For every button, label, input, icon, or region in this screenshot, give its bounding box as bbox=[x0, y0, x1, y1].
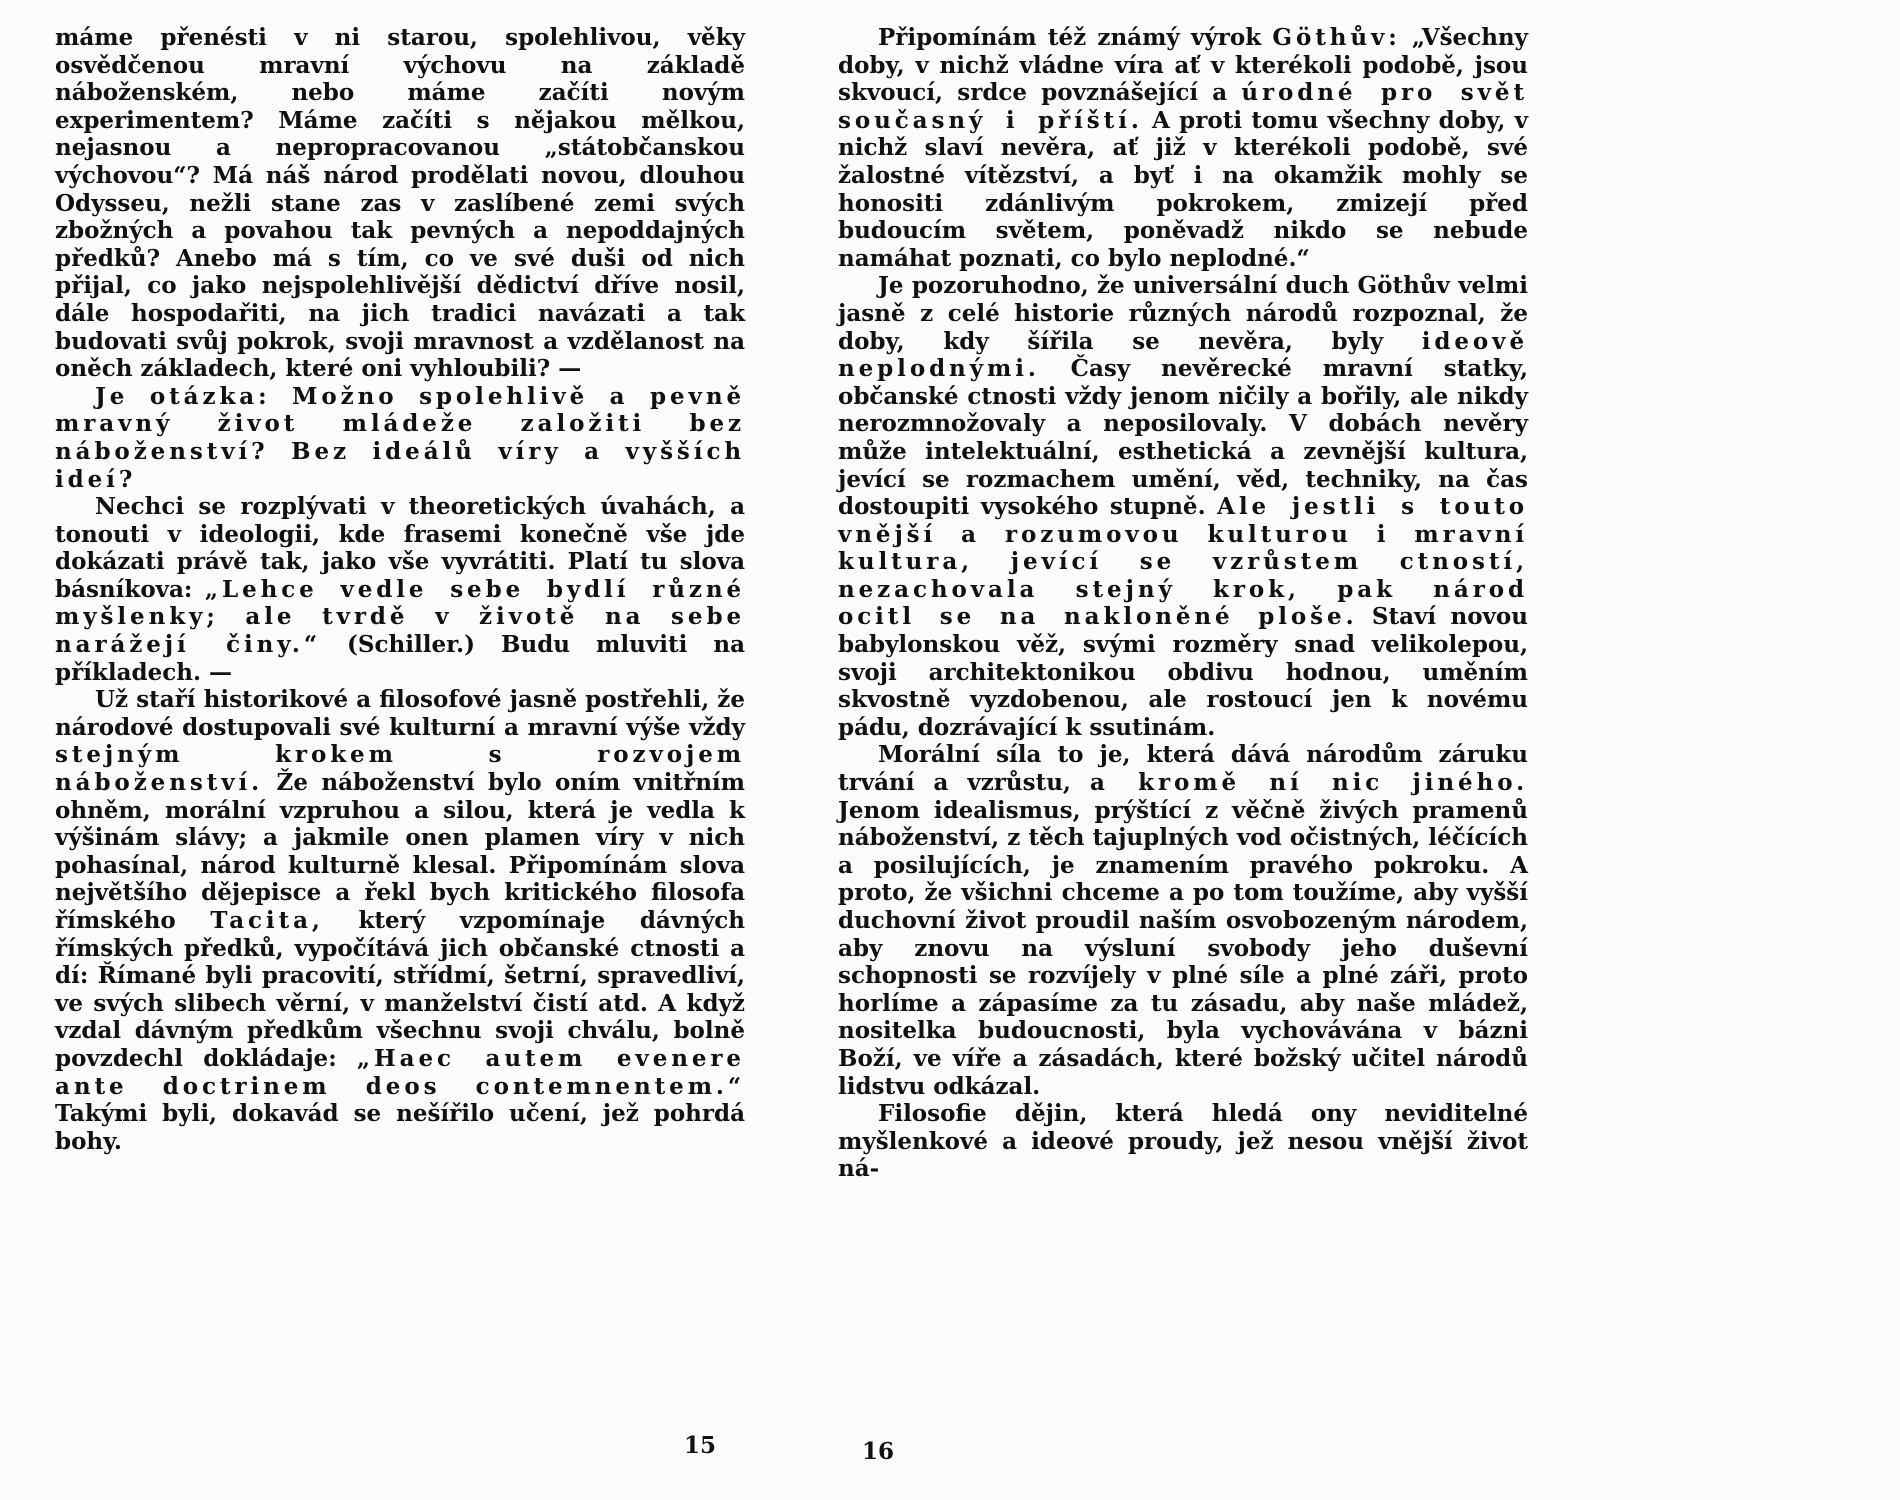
page-right bbox=[838, 24, 1528, 1183]
emphasized-text: úrodné pro svět současný i příští. bbox=[838, 79, 1528, 134]
body-text: Je pozoruhodno, že universální duch Göthův velmi jasně z celé historie různých národů rozpoznal, že doby, kdy šířila se nevěra, byly bbox=[838, 272, 1528, 355]
body-text: A proti tomu všechny doby, v nichž slaví nevěra, ať již v kterékoli podobě, své žalostné vítězství, a byť i na okamžik mohly se honositi zdánlivým pokrokem, zmizejí před budoucím světem, poněvadž nikdo se nebude namáhat poznati, co bylo neplodné.“ bbox=[838, 106, 1528, 272]
paragraph bbox=[838, 741, 1528, 1100]
body-text: Jenom idealismus, prýštící z věčně živých pramenů náboženství, z těch tajuplných vod očistných, léčících a posilujících, je znamením pravého pokroku. A proto, že všichni chceme a po tom toužíme, aby vyšší duchovní život proudil naším osvobozeným národem, aby znovu na výsluní svobody jeho duševní schopnosti se rozvíjely v plné síle a plné záři, proto horlíme a zápasíme za tu zásadu, aby naše mládež, nositelka budoucnosti, byla vychovávána v bázni Boží, ve víře a zásadách, které božský učitel národů lidstvu odkázal. bbox=[838, 796, 1528, 1100]
paragraph bbox=[55, 686, 745, 1155]
body-text: Morální síla to je, která dává národům záruku trvání a vzrůstu, bbox=[838, 741, 1528, 797]
paragraph bbox=[55, 24, 745, 383]
emphasized-text: Göthův: bbox=[1272, 24, 1401, 51]
emphasized-text: ideově neplodnými. bbox=[838, 327, 1528, 383]
emphasized-text: stejným krokem s rozvojem náboženství. bbox=[55, 741, 745, 797]
page-number-left: 15 bbox=[684, 1432, 717, 1459]
paragraph bbox=[55, 383, 745, 493]
body-text: Nechci se rozplývati v theoretických úvahách, a tonouti v ideologii, kde frasemi konečně vše jde dokázati právě tak, jako vše vyvrátiti. Platí tu slova básníkova: bbox=[55, 493, 745, 603]
body-text: „Všechny doby, v nichž vládne víra ať v kterékoli podobě, jsou skvoucí, srdce povznášející a bbox=[838, 24, 1528, 107]
body-text: který vzpomínaje dávných římských předků, vypočítává jich občanské ctnosti a dí: Římané byli pracovití, střídmí, šetrní, spravedliví, ve svých slibech věrní, v manželství čistí atd. A když vzdal dávným předkům všechnu svoji chválu, bolně povzdechl dokládaje: bbox=[55, 907, 745, 1072]
body-text: Takými byli, dokavád se nešířilo učení, jež pohrdá bohy. bbox=[55, 1100, 745, 1155]
body-text: Připomínám též známý výrok bbox=[878, 24, 1273, 51]
paragraph bbox=[838, 24, 1528, 272]
body-text: Už staří historikové a filosofové jasně postřehli, že národové dostupovali své kulturní a mravní výše vždy bbox=[55, 686, 745, 741]
page-left-text-block bbox=[55, 24, 745, 1155]
body-text: Filosofie dějin, která hledá ony neviditelné myšlenkové a ideové proudy, jež nesou vnější život ná- bbox=[838, 1100, 1528, 1183]
emphasized-text: Ale jestli s touto vnější a rozumovou kulturou i mravní kultura, jevící se vzrůstem ctností, nezachovala stejný krok, pak národ ocitl se na nakloněné ploše. bbox=[838, 493, 1529, 631]
body-text: Časy nevěrecké mravní statky, občanské ctnosti vždy jenom ničily a bořily, ale nikdy nerozmnožovaly a neposilovaly. V dobách nevěry může intelektuální, esthetická a zevnější kultura, jevící se rozmachem umění, věd, techniky, na čas dostoupiti vysokého stupně. bbox=[838, 355, 1528, 521]
emphasized-text: „Lehce vedle sebe bydlí různé myšlenky; ale tvrdě v životě na sebe narážejí činy.“ bbox=[55, 575, 745, 659]
paragraph bbox=[838, 1100, 1528, 1183]
paragraph bbox=[55, 493, 745, 686]
body-text: Staví novou babylonskou věž, svými rozměry snad velikolepou, svoji architektonikou obdivu hodnou, uměním skvostně vyzdobenou, ale rostoucí jen k novému pádu, dozrávající k ssutinám. bbox=[838, 603, 1528, 741]
body-text: máme přenésti v ni starou, spolehlivou, věky osvědčenou mravní výchovu na základě náboženském, nebo máme začíti novým experimentem? Máme začíti s nějakou mělkou, nejasnou a nepropracovanou „státobčanskou výchovou“? Má náš národ prodělati novou, dlouhou Odysseu, nežli stane zas v zaslíbené zemi svých zbožných a povahou tak pevných a nepoddajných předků? Anebo má s tím, co ve své duši od nich přijal, co jako nejspolehlivější dědictví dříve nosil, dále hospodařiti, na jich tradici navázati a tak budovati svůj pokrok, svoji mravnost a vzdělanost na oněch základech, které oni vyhloubili? — bbox=[55, 24, 745, 383]
emphasized-text: Tacita, bbox=[210, 907, 324, 934]
emphasized-text: „Haec autem evenere ante doctrinem deos contemnentem.“ bbox=[55, 1044, 745, 1100]
page-left bbox=[55, 24, 745, 1155]
body-text: (Schiller.) Budu mluviti na příkladech. — bbox=[55, 631, 745, 686]
emphasized-text: a kromě ní nic jiného. bbox=[1089, 769, 1528, 797]
page-number-right: 16 bbox=[862, 1438, 895, 1465]
emphasized-text: Je otázka: Možno spolehlivě a pevně mravný život mládeže založiti bez náboženství? Bez ideálů víry a vyšších ideí? bbox=[55, 382, 745, 493]
paragraph bbox=[838, 272, 1528, 741]
body-text: Že náboženství bylo oním vnitřním ohněm, morální vzpruhou a silou, která je vedla k výšinám slávy; a jakmile onen plamen víry v nich pohasínal, národ kulturně klesal. Připomínám slova největšího dějepisce a řekl bych kritického filosofa římského bbox=[55, 769, 745, 934]
page-right-text-block bbox=[838, 24, 1528, 1183]
